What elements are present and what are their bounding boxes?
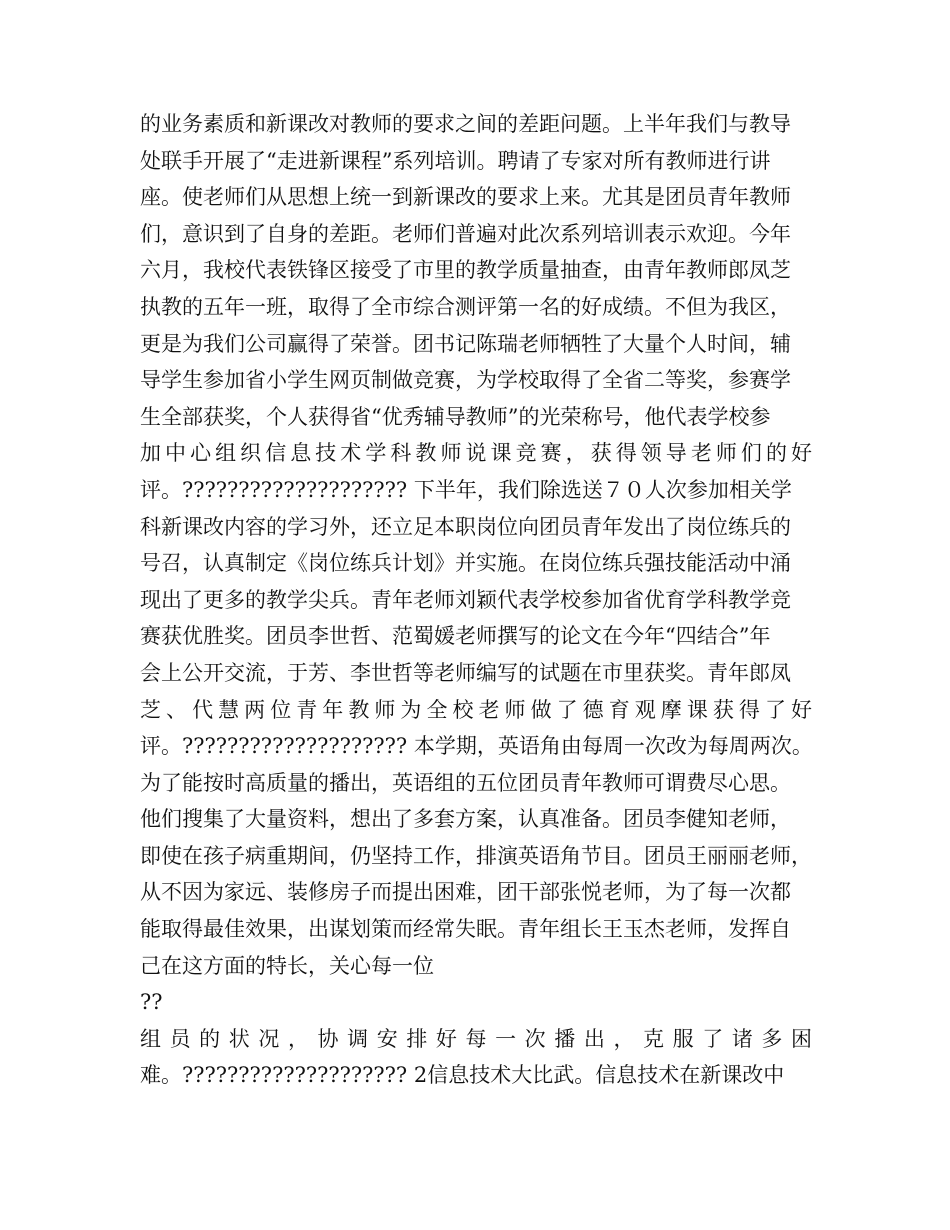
text-line: 处联手开展了“走进新课程”系列培训。聘请了专家对所有教师进行讲 <box>140 148 771 173</box>
text-line: 能取得最佳效果，出谋划策而经常失眠。青年组长王玉杰老师，发挥自 <box>140 917 791 942</box>
text-line: 为了能按时高质量的播出，英语组的五位团员青年教师可谓费尽心思。 <box>140 770 791 795</box>
text-line: 生全部获奖，个人获得省“优秀辅导教师”的光荣称号，他代表学校参 <box>140 404 771 429</box>
text-line: 号召，认真制定《岗位练兵计划》并实施。在岗位练兵强技能活动中涌 <box>140 551 791 576</box>
text-line: 芝、代慧两位青年教师为全校老师做了德育观摩课获得了好 <box>140 697 812 722</box>
text-line: 组员的状况，协调安排好每一次播出，克服了诸多困 <box>140 1026 812 1051</box>
text-line: 们，意识到了自身的差距。老师们普遍对此次系列培训表示欢迎。今年 <box>140 221 791 246</box>
text-line: ?? <box>140 990 163 1015</box>
text-line: 六月，我校代表铁锋区接受了市里的教学质量抽查，由青年教师郎凤芝 <box>140 258 791 283</box>
text-line: 科新课改内容的学习外，还立足本职岗位向团员青年发出了岗位练兵的 <box>140 514 791 539</box>
text-line: 评。???????????????????? 下半年，我们除选送７０人次参加相关学 <box>140 477 792 502</box>
text-line: 评。???????????????????? 本学期，英语角由每周一次改为每周两次。 <box>140 734 813 759</box>
text-line: 会上公开交流，于芳、李世哲等老师编写的试题在市里获奖。青年郎凤 <box>140 660 791 685</box>
text-line: 导学生参加省小学生网页制做竞赛，为学校取得了全省二等奖，参赛学 <box>140 368 791 393</box>
text-line: 即使在孩子病重期间，仍坚持工作，排演英语角节目。团员王丽丽老师， <box>140 843 812 868</box>
text-line: 座。使老师们从思想上统一到新课改的要求上来。尤其是团员青年教师 <box>140 185 791 210</box>
text-line: 从不因为家远、装修房子而提出困难，团干部张悦老师，为了每一次都 <box>140 880 791 905</box>
text-line: 加中心组织信息技术学科教师说课竞赛，获得领导老师们的好 <box>140 441 812 466</box>
text-line: 己在这方面的特长，关心每一位 <box>140 953 434 978</box>
text-line: 赛获优胜奖。团员李世哲、范蜀媛老师撰写的论文在今年“四结合”年 <box>140 624 771 649</box>
text-line: 难。???????????????????? 2信息技术大比武。信息技术在新课改中 <box>140 1063 785 1088</box>
text-line: 的业务素质和新课改对教师的要求之间的差距问题。上半年我们与教导 <box>140 112 791 136</box>
text-line: 更是为我们公司赢得了荣誉。团书记陈瑞老师牺牲了大量个人时间，辅 <box>140 331 791 356</box>
text-line: 执教的五年一班，取得了全市综合测评第一名的好成绩。不但为我区， <box>140 294 791 319</box>
document-body <box>140 106 812 1094</box>
text-line: 他们搜集了大量资料，想出了多套方案，认真准备。团员李健知老师， <box>140 807 791 832</box>
text-line: 现出了更多的教学尖兵。青年老师刘颖代表学校参加省优育学科教学竞 <box>140 587 791 612</box>
